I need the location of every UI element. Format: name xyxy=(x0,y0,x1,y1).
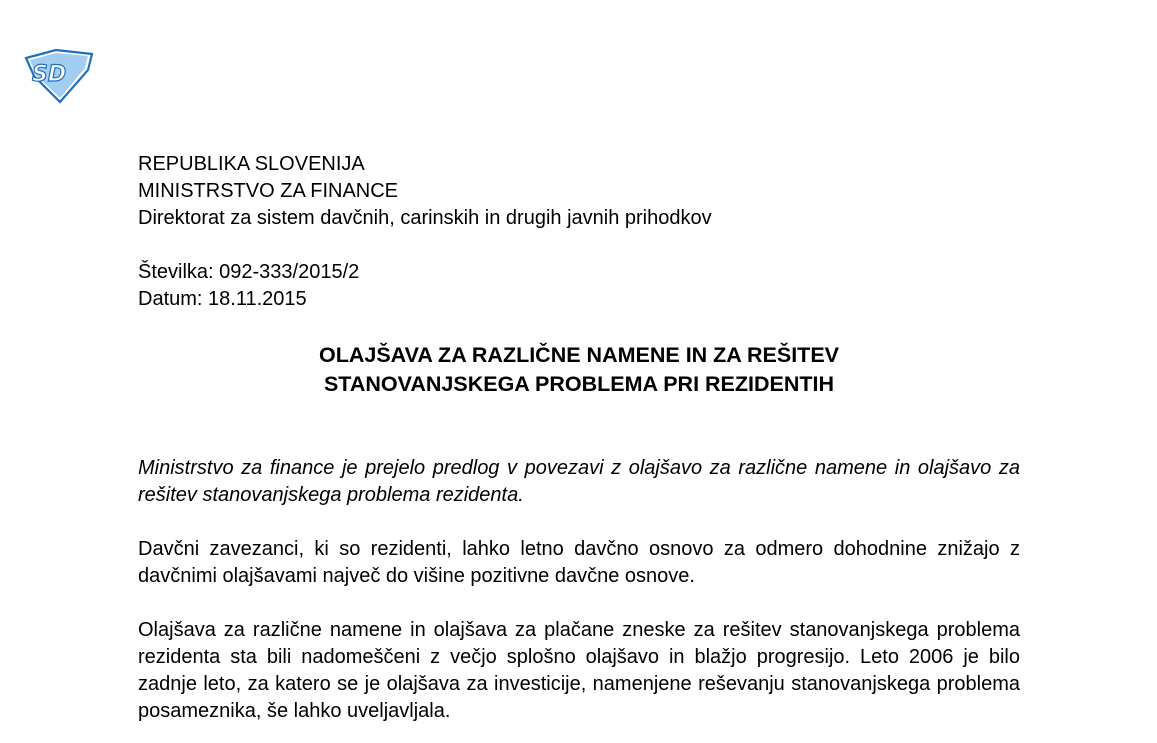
header-ministry: MINISTRSTVO ZA FINANCE xyxy=(138,180,399,202)
paragraph-relief-history: Olajšava za različne namene in olajšava za plačane zneske za rešitev stanovanjskega problema rezidenta sta bili nadomeščeni z večjo splošno olajšavo in blažjo progresijo. Leto 2006 je bilo zadnje leto, za katero se je olajšava za investicije, namenjene reševanju stanovanjskega problema posameznika, še lahko uveljavljala. xyxy=(138,619,1020,722)
title-line-1: OLAJŠAVA ZA RAZLIČNE NAMENE IN ZA REŠITEV xyxy=(319,343,839,367)
title-line-2: STANOVANJSKEGA PROBLEMA PRI REZIDENTIH xyxy=(323,372,835,396)
document-date: Datum: 18.11.2015 xyxy=(138,288,307,310)
header-directorate: Direktorat za sistem davčnih, carinskih in drugih javnih prihodkov xyxy=(138,207,712,229)
document-number: Številka: 092-333/2015/2 xyxy=(138,261,360,283)
paragraph-taxpayers: Davčni zavezanci, ki so rezidenti, lahko letno davčno osnovo za odmero dohodnine znižajo z davčnimi olajšavami največ do višine pozitivne davčne osnove. xyxy=(138,538,1020,587)
document-title xyxy=(138,341,1020,399)
header-republic: REPUBLIKA SLOVENIJA xyxy=(138,153,365,175)
logo-letters: SD xyxy=(32,62,67,87)
paragraph-intro: Ministrstvo za finance je prejelo predlog v povezavi z olajšavo za različne namene in olajšavo za rešitev stanovanjskega problema rezidenta. xyxy=(138,457,1020,506)
sd-shield-logo-icon xyxy=(22,48,96,104)
document-meta xyxy=(138,259,359,313)
issuer-header xyxy=(138,151,712,232)
